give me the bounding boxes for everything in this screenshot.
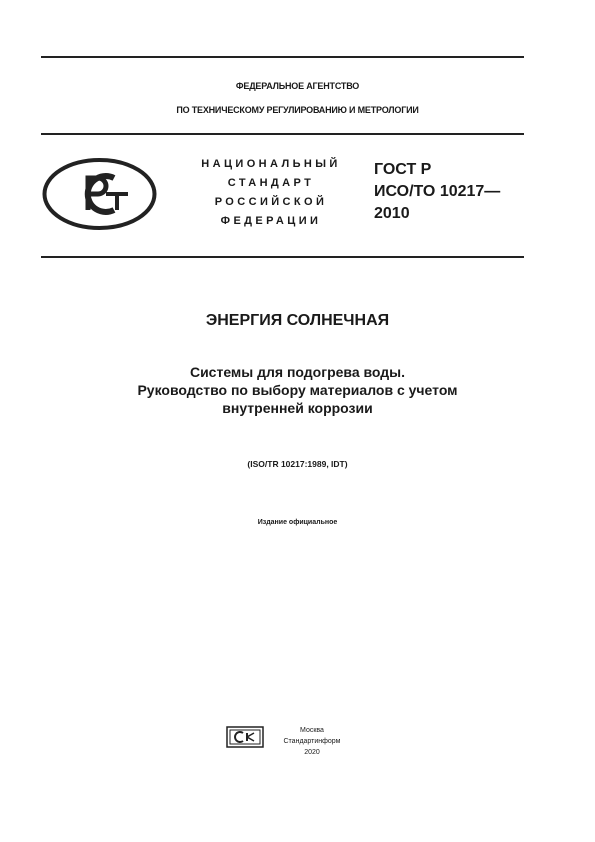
designation-line: 2010 <box>374 205 410 222</box>
publisher-name: Стандартинформ <box>283 738 341 745</box>
subtitle-line: Системы для подогрева воды. <box>189 364 406 380</box>
designation-line: ГОСТ Р <box>374 161 432 178</box>
header-rule <box>41 133 524 135</box>
subtitle-line: Руководство по выбору материалов с учетом <box>137 382 458 398</box>
rst-certification-logo-icon <box>42 158 157 230</box>
national-line: СТАНДАРТ <box>227 177 315 189</box>
publisher-city: Москва <box>300 727 324 734</box>
standartinform-logo-icon <box>226 726 264 748</box>
agency-line-2: ПО ТЕХНИЧЕСКОМУ РЕГУЛИРОВАНИЮ И МЕТРОЛОГИИ <box>176 105 419 115</box>
section-rule <box>41 256 524 258</box>
document-subtitle <box>0 363 595 417</box>
national-standard-block <box>178 155 364 231</box>
designation-line: ИСО/ТО 10217— <box>374 183 501 200</box>
iso-reference: (ISO/TR 10217:1989, IDT) <box>247 459 348 469</box>
national-line: ФЕДЕРАЦИИ <box>220 215 322 227</box>
publisher-info <box>262 725 362 758</box>
standard-designation <box>374 159 524 225</box>
edition-label: Издание официальное <box>257 519 338 526</box>
national-line: НАЦИОНАЛЬНЫЙ <box>201 158 341 170</box>
document-title: ЭНЕРГИЯ СОЛНЕЧНАЯ <box>205 312 390 329</box>
publisher-year: 2020 <box>304 749 320 756</box>
subtitle-line: внутренней коррозии <box>222 400 373 416</box>
top-rule <box>41 56 524 58</box>
agency-line-1: ФЕДЕРАЛЬНОЕ АГЕНТСТВО <box>235 81 360 91</box>
national-line: РОССИЙСКОЙ <box>214 196 328 208</box>
